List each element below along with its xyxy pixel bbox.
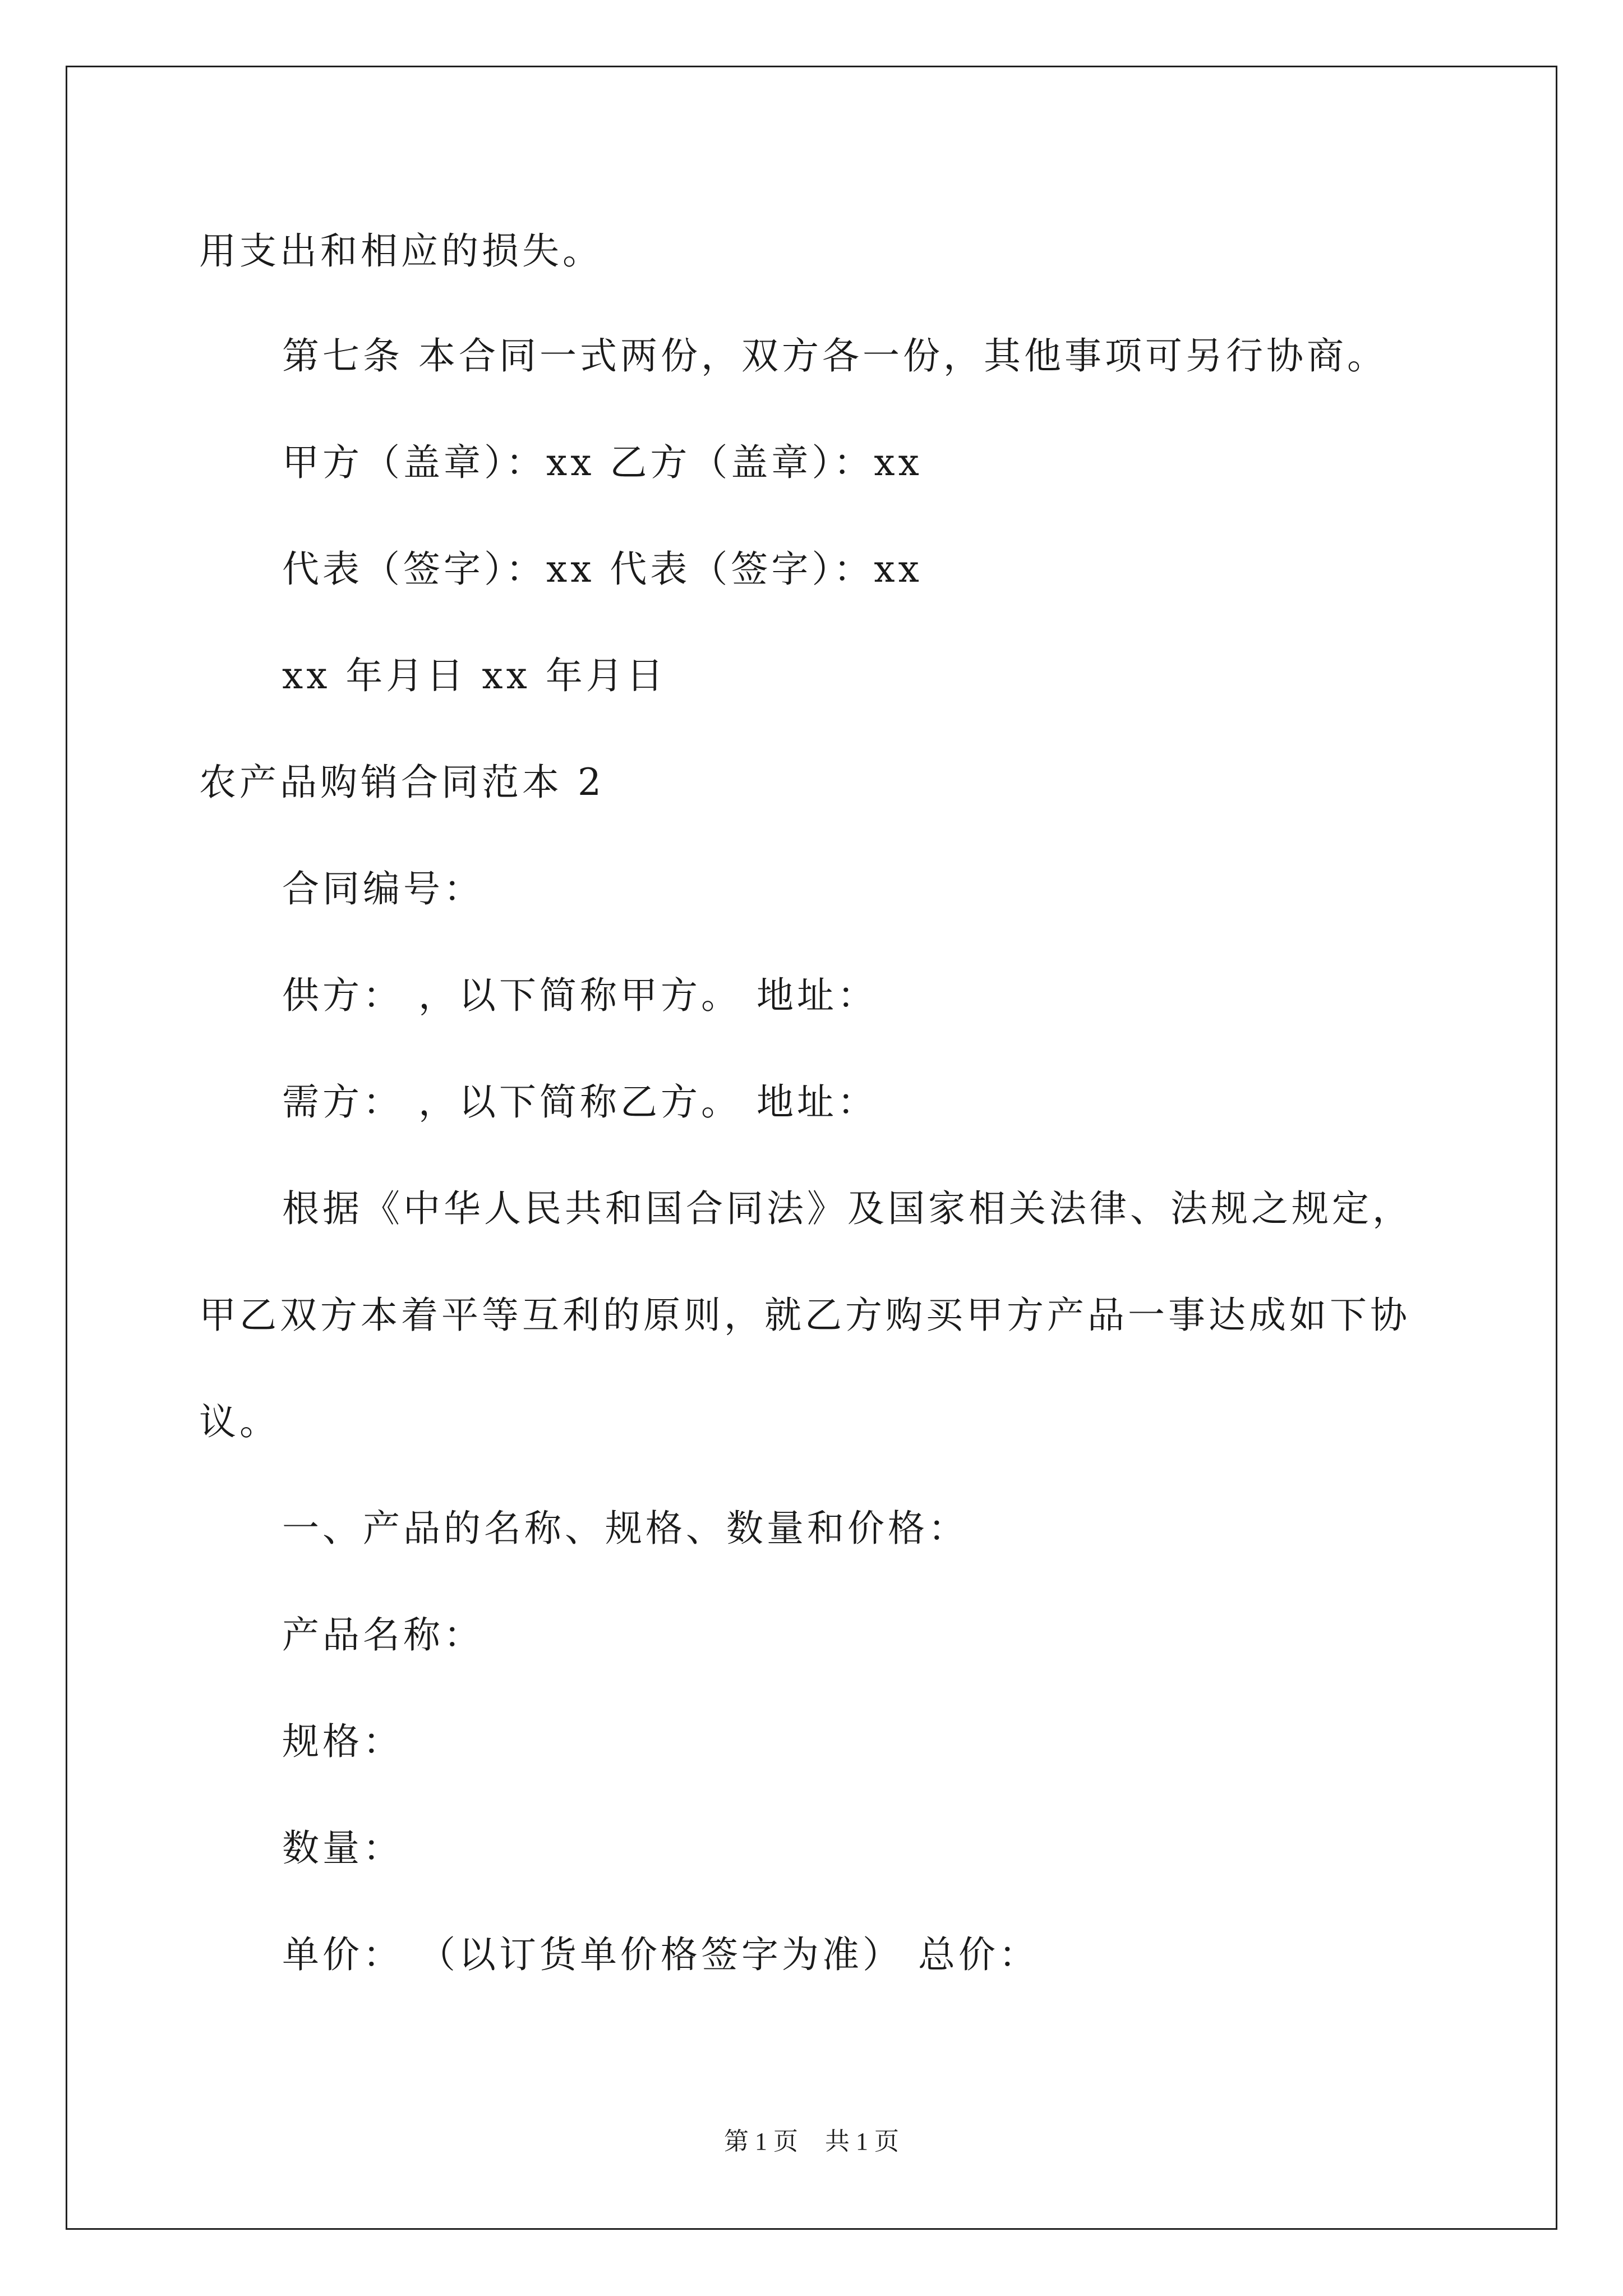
text-line: 一、产品的名称、规格、数量和价格： bbox=[282, 1507, 969, 1550]
text-line: 议。 bbox=[199, 1400, 280, 1443]
text-line: 甲方（盖章）：xx 乙方（盖章）：xx bbox=[282, 441, 923, 484]
text-line: 单价： （以订货单价格签字为准） 总价： bbox=[282, 1933, 1039, 1976]
text-line: 用支出和相应的损失。 bbox=[199, 229, 603, 273]
page-footer bbox=[0, 2125, 1623, 2159]
text-line: 需方： ，以下简称乙方。 地址： bbox=[282, 1080, 878, 1124]
page-frame bbox=[66, 66, 1557, 2230]
text-line: 第七条 本合同一式两份，双方各一份，其他事项可另行协商。 bbox=[282, 334, 1387, 378]
text-line: 数量： bbox=[282, 1826, 403, 1870]
text-line: 代表（签字）：xx 代表（签字）：xx bbox=[282, 547, 923, 591]
text-line: 产品名称： bbox=[282, 1613, 484, 1657]
page-number: 第 1 页 bbox=[724, 2128, 798, 2155]
text-line: 供方： ，以下简称甲方。 地址： bbox=[282, 974, 878, 1017]
text-line: 甲乙双方本着平等互利的原则，就乙方购买甲方产品一事达成如下协 bbox=[199, 1294, 1410, 1337]
text-line: 根据《中华人民共和国合同法》及国家相关法律、法规之规定， bbox=[282, 1187, 1413, 1230]
text-line: 规格： bbox=[282, 1720, 403, 1763]
text-line: 合同编号： bbox=[282, 867, 484, 910]
section-title: 农产品购销合同范本 2 bbox=[199, 761, 605, 804]
page-total: 共 1 页 bbox=[825, 2128, 899, 2155]
text-line: xx 年月日 xx 年月日 bbox=[282, 654, 667, 697]
